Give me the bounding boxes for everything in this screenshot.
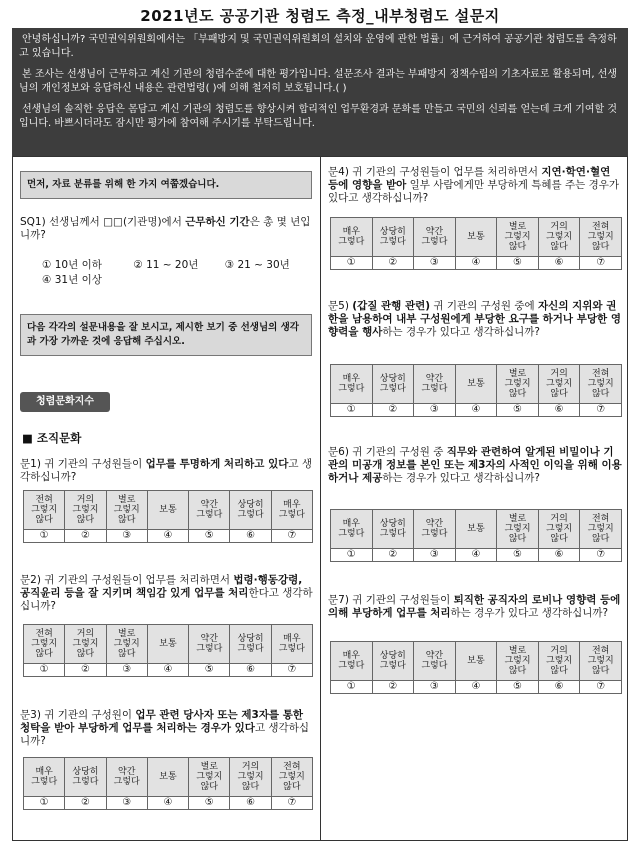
scale-label: 거의 그렇지 않다 xyxy=(538,510,580,549)
scale-label: 거의 그렇지 않다 xyxy=(538,218,580,257)
intro-paragraph: 본 조사는 선생님이 근무하고 계신 기관의 청렴수준에 대한 평가입니다. 설문조사 결과는 부패방지 정책수립의 기초자료로 활용되며, 선생님의 개인정보와 응답하신 내용은 관련법령( )에 의해 철저히 보호됩니다.( ) xyxy=(19,69,617,94)
scale-choice[interactable]: ⑥ xyxy=(538,681,580,694)
question-4 xyxy=(328,166,622,205)
scale-label: 보통 xyxy=(455,510,497,549)
question-text: 문6) 귀 기관의 구성원 중 xyxy=(328,446,447,458)
scale-choice[interactable]: ③ xyxy=(414,681,456,694)
scale-choice[interactable]: ② xyxy=(372,257,414,270)
scale-choice[interactable]: ④ xyxy=(147,664,188,677)
scale-choice[interactable]: ② xyxy=(65,664,106,677)
question-text: 고 생각하십니까? xyxy=(20,458,313,483)
scale-choice[interactable]: ④ xyxy=(455,404,497,417)
scale-label: 별로 그렇지 않다 xyxy=(189,758,230,797)
scale-choice[interactable]: ① xyxy=(24,530,65,543)
scale-label: 보통 xyxy=(455,642,497,681)
question-text: 문3) 귀 기관의 구성원이 xyxy=(20,709,136,721)
scale-label: 상당히 그렇다 xyxy=(230,491,271,530)
scale-choice[interactable]: ⑥ xyxy=(230,664,271,677)
question-text: 한다고 생각하십니까? xyxy=(20,587,313,612)
scale-choice[interactable]: ① xyxy=(331,404,373,417)
question-emphasis: 업무 관련 당사자 또는 제3자를 통한 청탁을 받아 부당하게 업무를 처리하는 경우가 있다 xyxy=(20,709,304,734)
scale-choice[interactable]: ⑥ xyxy=(538,257,580,270)
scale-choice[interactable]: ① xyxy=(331,681,373,694)
scale-choice[interactable]: ⑥ xyxy=(538,404,580,417)
scale-label: 매우 그렇다 xyxy=(331,642,373,681)
answer-scale-1 xyxy=(23,490,313,543)
intro-paragraph: 선생님의 솔직한 응답은 몸담고 계신 기관의 청렴도를 향상시켜 합리적인 업무환경과 문화를 만들고 국민의 신뢰를 얻는데 크게 기여할 것입니다. 바쁘시더라도 잠시만 평가에 참여해 주시기를 부탁드립니다. xyxy=(19,104,617,129)
scale-label: 보통 xyxy=(147,625,188,664)
scale-choice[interactable]: ⑤ xyxy=(497,404,539,417)
section-heading: ■ 조직문화 xyxy=(22,431,82,445)
scale-choice[interactable]: ③ xyxy=(414,549,456,562)
scale-label: 약간 그렇다 xyxy=(414,365,456,404)
scale-choice[interactable]: ③ xyxy=(106,530,147,543)
question-emphasis: 지연·학연·혈연 등에 영향을 받아 xyxy=(328,166,611,191)
scale-label: 전혀 그렇지 않다 xyxy=(24,491,65,530)
scale-label: 약간 그렇다 xyxy=(414,642,456,681)
sq1-text: 은 총 몇 년입니까? xyxy=(20,216,311,241)
question-text: 문2) 귀 기관의 구성원들이 업무를 처리하면서 xyxy=(20,574,234,586)
scale-label: 상당히 그렇다 xyxy=(65,758,106,797)
classification-notice: 먼저, 자료 분류를 위해 한 가지 여쭙겠습니다. xyxy=(20,171,312,199)
scale-label: 매우 그렇다 xyxy=(271,491,312,530)
answer-scale-5 xyxy=(330,364,622,417)
question-text: 고 생각하십니까? xyxy=(20,722,309,747)
scale-label: 보통 xyxy=(455,365,497,404)
scale-choice[interactable]: ⑦ xyxy=(271,797,312,810)
scale-label: 매우 그렇다 xyxy=(271,625,312,664)
question-text: 문7) 귀 기관의 구성원들이 xyxy=(328,594,454,606)
scale-label: 상당히 그렇다 xyxy=(372,510,414,549)
scale-choice[interactable]: ⑤ xyxy=(497,681,539,694)
question-3 xyxy=(20,709,314,748)
scale-label: 별로 그렇지 않다 xyxy=(106,625,147,664)
intro-paragraph: 안녕하십니까? 국민권익위원회에서는 「부패방지 및 국민권익위원회의 설치와 운영에 관한 법률」에 근거하여 공공기관 청렴도를 측정하고 있습니다. xyxy=(19,34,617,59)
scale-choice[interactable]: ① xyxy=(331,257,373,270)
answer-scale-2 xyxy=(23,624,313,677)
question-7 xyxy=(328,594,622,620)
scale-label: 별로 그렇지 않다 xyxy=(497,218,539,257)
scale-label: 전혀 그렇지 않다 xyxy=(580,510,622,549)
scale-label: 보통 xyxy=(147,491,188,530)
sq1-emphasis: 근무하신 기간 xyxy=(185,216,250,228)
scale-choice[interactable]: ④ xyxy=(455,257,497,270)
question-text: 하는 경우가 있다고 생각하십니까? xyxy=(382,326,540,338)
scale-choice[interactable]: ⑤ xyxy=(497,257,539,270)
survey-title: 2021년도 공공기관 청렴도 측정_내부청렴도 설문지 xyxy=(140,7,500,25)
scale-label: 거의 그렇지 않다 xyxy=(538,642,580,681)
scale-choice[interactable]: ④ xyxy=(455,681,497,694)
intro-box xyxy=(12,28,628,156)
answer-scale-7 xyxy=(330,641,622,694)
scale-choice[interactable]: ② xyxy=(65,797,106,810)
scale-choice[interactable]: ⑤ xyxy=(189,797,230,810)
sq1-text: SQ1) 선생님께서 □□(기관명)에서 xyxy=(20,216,186,228)
scale-choice[interactable]: ⑦ xyxy=(580,404,622,417)
index-tag: 청렴문화지수 xyxy=(20,392,110,412)
scale-label: 보통 xyxy=(147,758,188,797)
question-text: 하는 경우가 있다고 생각하십니까? xyxy=(450,607,609,619)
scale-choice[interactable]: ⑦ xyxy=(580,549,622,562)
scale-label: 거의 그렇지 않다 xyxy=(65,491,106,530)
sq1-option-3[interactable]: ③ 21 ~ 30년 xyxy=(224,259,290,271)
question-2 xyxy=(20,574,314,613)
scale-label: 약간 그렇다 xyxy=(414,510,456,549)
sq1-option-4[interactable]: ④ 31년 이상 xyxy=(42,274,102,286)
scale-label: 별로 그렇지 않다 xyxy=(106,491,147,530)
question-1 xyxy=(20,458,314,484)
column-divider xyxy=(320,156,321,841)
scale-choice[interactable]: ① xyxy=(24,664,65,677)
scale-choice[interactable]: ⑥ xyxy=(230,530,271,543)
question-text: 일부 사람에게만 부당하게 특혜를 주는 경우가 있다고 생각하십니까? xyxy=(328,179,620,204)
scale-choice[interactable]: ⑦ xyxy=(271,664,312,677)
scale-label: 전혀 그렇지 않다 xyxy=(271,758,312,797)
scale-label: 전혀 그렇지 않다 xyxy=(580,218,622,257)
question-emphasis: 법령·행동강령, 공직윤리 등을 잘 지키며 책임감 있게 업무를 처리 xyxy=(20,574,303,599)
scale-choice[interactable]: ② xyxy=(372,404,414,417)
question-sq1 xyxy=(20,216,314,242)
scale-label: 거의 그렇지 않다 xyxy=(230,758,271,797)
question-text: 하는 경우가 있다고 생각하십니까? xyxy=(382,472,540,484)
instruction-notice: 다음 각각의 설문내용을 잘 보시고, 제시한 보기 중 선생님의 생각과 가장 가까운 것에 응답해 주십시오. xyxy=(20,314,312,356)
question-emphasis: 직무와 관련하여 알게된 비밀이나 기관의 미공개 정보를 본인 또는 제3자의 사적인 이익을 위해 이용하거나 제공 xyxy=(328,446,622,484)
scale-label: 상당히 그렇다 xyxy=(372,218,414,257)
scale-choice[interactable]: ④ xyxy=(147,530,188,543)
question-text: 문4) 귀 기관의 구성원들이 업무를 처리하면서 xyxy=(328,166,542,178)
scale-choice[interactable]: ⑦ xyxy=(580,681,622,694)
scale-choice[interactable]: ⑤ xyxy=(497,549,539,562)
scale-choice[interactable]: ⑦ xyxy=(271,530,312,543)
scale-label: 전혀 그렇지 않다 xyxy=(580,642,622,681)
question-6 xyxy=(328,446,622,485)
question-emphasis: 업무를 투명하게 처리하고 있다 xyxy=(145,458,289,470)
sq1-options xyxy=(42,258,290,288)
scale-choice[interactable]: ③ xyxy=(414,404,456,417)
scale-choice[interactable]: ② xyxy=(372,549,414,562)
question-emphasis: (갑질 관행 관련) xyxy=(352,300,431,312)
scale-choice[interactable]: ② xyxy=(65,530,106,543)
scale-choice[interactable]: ⑤ xyxy=(189,530,230,543)
question-text: 문1) 귀 기관의 구성원들이 xyxy=(20,458,146,470)
scale-label: 상당히 그렇다 xyxy=(372,642,414,681)
scale-label: 별로 그렇지 않다 xyxy=(497,642,539,681)
question-text: 귀 기관의 구성원 중에 xyxy=(430,300,539,312)
answer-scale-3 xyxy=(23,757,313,810)
scale-label: 매우 그렇다 xyxy=(331,365,373,404)
scale-choice[interactable]: ④ xyxy=(147,797,188,810)
scale-label: 별로 그렇지 않다 xyxy=(497,510,539,549)
scale-choice[interactable]: ④ xyxy=(455,549,497,562)
question-text: 문5) xyxy=(328,300,353,312)
scale-label: 매우 그렇다 xyxy=(331,218,373,257)
scale-choice[interactable]: ③ xyxy=(414,257,456,270)
scale-choice[interactable]: ⑦ xyxy=(580,257,622,270)
scale-label: 매우 그렇다 xyxy=(24,758,65,797)
scale-choice[interactable]: ⑥ xyxy=(538,549,580,562)
scale-label: 별로 그렇지 않다 xyxy=(497,365,539,404)
scale-label: 약간 그렇다 xyxy=(106,758,147,797)
scale-label: 보통 xyxy=(455,218,497,257)
scale-label: 전혀 그렇지 않다 xyxy=(24,625,65,664)
scale-choice[interactable]: ⑤ xyxy=(189,664,230,677)
scale-choice[interactable]: ③ xyxy=(106,797,147,810)
scale-label: 약간 그렇다 xyxy=(189,625,230,664)
scale-label: 상당히 그렇다 xyxy=(230,625,271,664)
sq1-option-2[interactable]: ② 11 ~ 20년 xyxy=(133,259,199,271)
scale-label: 매우 그렇다 xyxy=(331,510,373,549)
scale-choice[interactable]: ② xyxy=(372,681,414,694)
question-emphasis: 퇴직한 공직자의 로비나 영향력 등에 의해 부당하게 업무를 처리 xyxy=(328,594,621,619)
scale-choice[interactable]: ① xyxy=(331,549,373,562)
scale-choice[interactable]: ① xyxy=(24,797,65,810)
answer-scale-4 xyxy=(330,217,622,270)
scale-choice[interactable]: ⑥ xyxy=(230,797,271,810)
scale-choice[interactable]: ③ xyxy=(106,664,147,677)
answer-scale-6 xyxy=(330,509,622,562)
scale-label: 거의 그렇지 않다 xyxy=(538,365,580,404)
scale-label: 거의 그렇지 않다 xyxy=(65,625,106,664)
sq1-option-1[interactable]: ① 10년 이하 xyxy=(42,259,102,271)
scale-label: 약간 그렇다 xyxy=(414,218,456,257)
question-emphasis: 자신의 지위와 권한을 남용하여 내부 구성원에게 부당한 요구를 하거나 부당한 영향력을 행사 xyxy=(328,300,621,338)
question-5 xyxy=(328,300,622,339)
scale-label: 약간 그렇다 xyxy=(189,491,230,530)
scale-label: 상당히 그렇다 xyxy=(372,365,414,404)
scale-label: 전혀 그렇지 않다 xyxy=(580,365,622,404)
